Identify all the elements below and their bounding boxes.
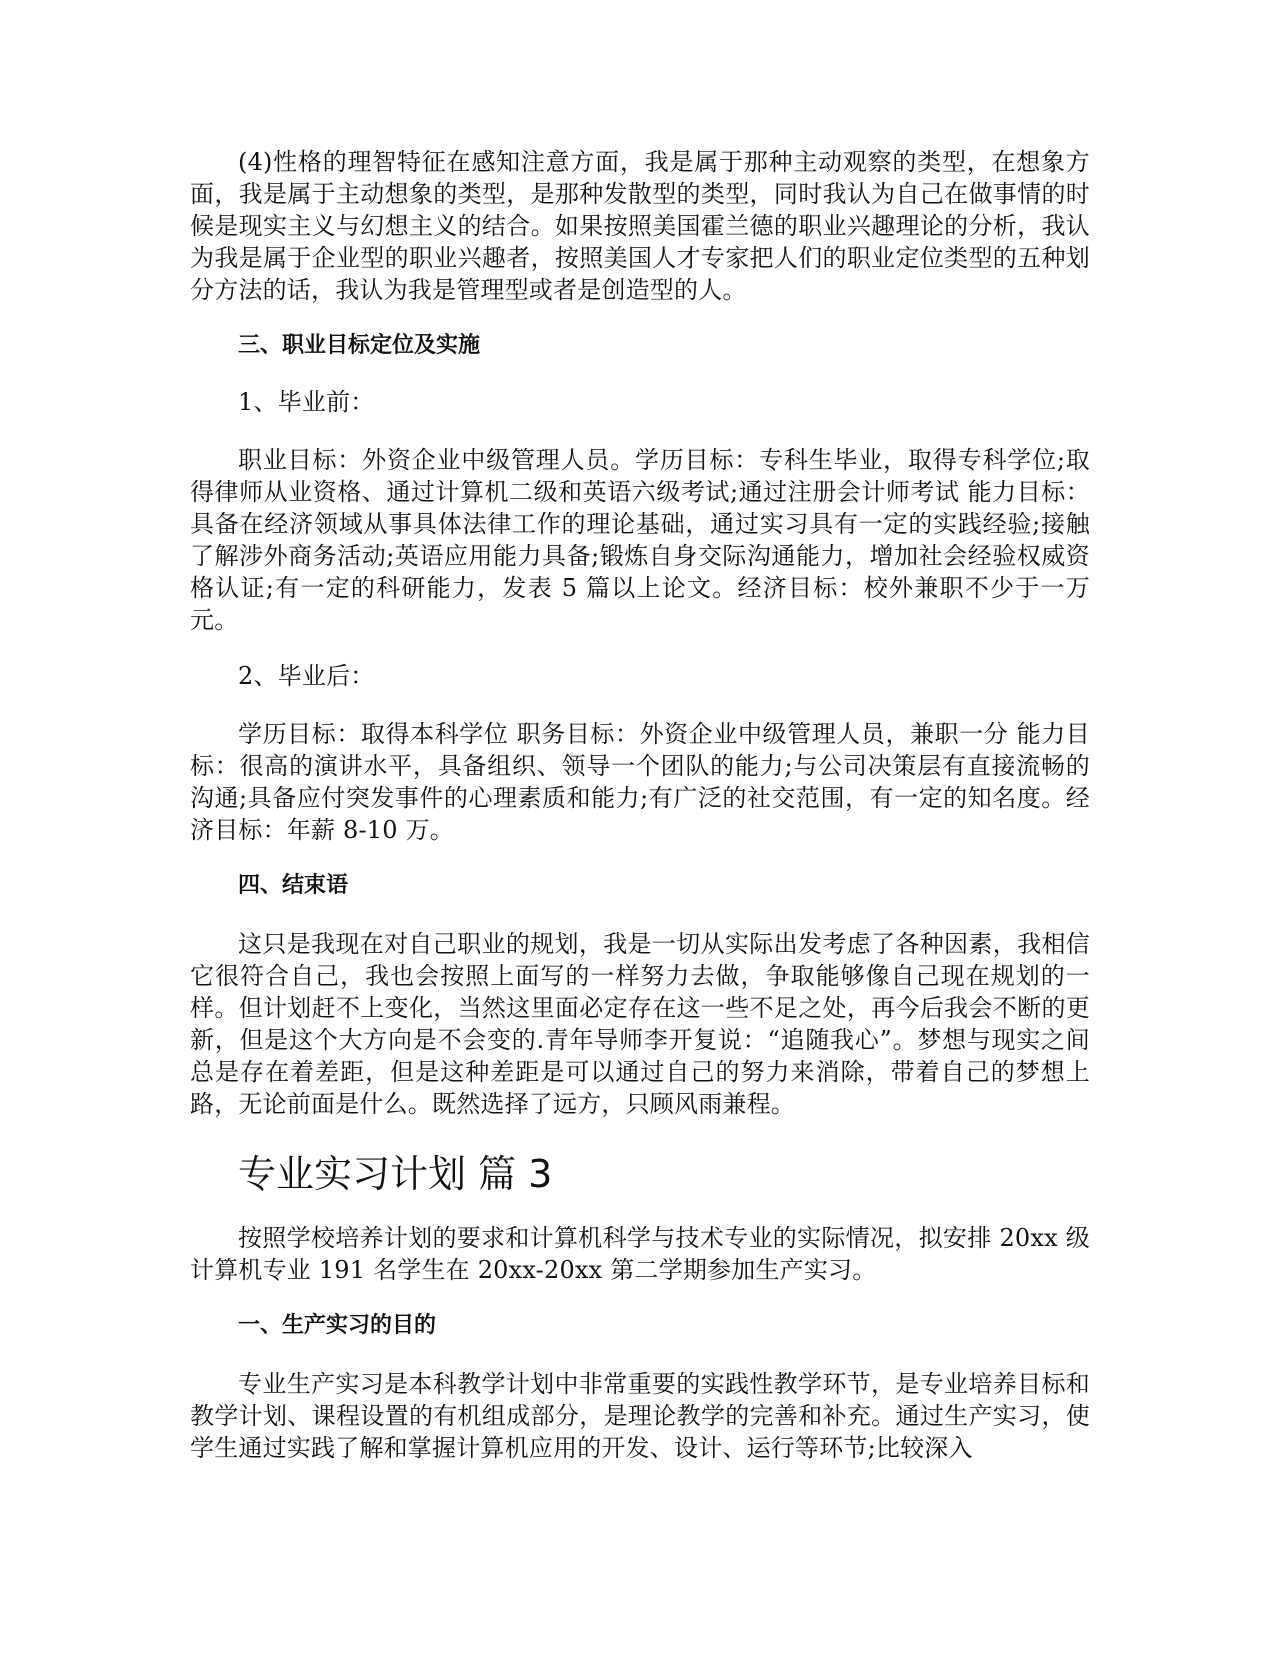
subheading-after-graduation: 2、毕业后： — [238, 662, 375, 690]
paragraph-before-graduation: 职业目标：外资企业中级管理人员。学历目标：专科生毕业，取得专科学位;取得律师从业资格、通过计算机二级和英语六级考试;通过注册会计师考试 能力目标：具备在经济领域从事具体法律工作的理论基础，通过实习具有一定的实践经验;接触了解涉外商务活动;英语应用能力具备;锻炼自身交际沟通能力，增加社会经验权威资格认证;有一定的科研能力，发表 5 篇以上论文。经济目标：校外兼职不少于一万元。 — [190, 446, 1090, 634]
paragraph-conclusion: 这只是我现在对自己职业的规划，我是一切从实际出发考虑了各种因素，我相信它很符合自己，我也会按照上面写的一样努力去做，争取能够像自己现在规划的一样。但计划赶不上变化，当然这里面必定存在这一些不足之处，再今后我会不断的更新，但是这个大方向是不会变的.青年导师李开复说：“追随我心”。梦想与现实之间总是存在着差距，但是这种差距是可以通过自己的努力来消除，带着自己的梦想上路，无论前面是什么。既然选择了远方，只顾风雨兼程。 — [190, 930, 1090, 1118]
heading-internship-purpose: 一、生产实习的目的 — [238, 1313, 437, 1338]
heading-conclusion: 四、结束语 — [238, 873, 349, 898]
document-body — [190, 146, 1090, 1464]
paragraph-intro: 按照学校培养计划的要求和计算机科学与技术专业的实际情况，拟安排 20xx 级计算机专业 191 名学生在 20xx-20xx 第二学期参加生产实习。 — [190, 1224, 1090, 1284]
section-title: 专业实习计划 篇 3 — [238, 1152, 553, 1196]
paragraph-personality: (4)性格的理智特征在感知注意方面，我是属于那种主动观察的类型，在想象方面，我是属于主动想象的类型，是那种发散型的类型，同时我认为自己在做事情的时候是现实主义与幻想主义的结合。如果按照美国霍兰德的职业兴趣理论的分析，我认为我是属于企业型的职业兴趣者，按照美国人才专家把人们的职业定位类型的五种划分方法的话，我认为我是管理型或者是创造型的人。 — [190, 148, 1090, 304]
paragraph-internship-purpose: 专业生产实习是本科教学计划中非常重要的实践性教学环节，是专业培养目标和教学计划、课程设置的有机组成部分，是理论教学的完善和补充。通过生产实习，使学生通过实践了解和掌握计算机应用的开发、设计、运行等环节;比较深入 — [190, 1370, 1090, 1462]
paragraph-after-graduation: 学历目标：取得本科学位 职务目标：外资企业中级管理人员，兼职一分 能力目标：很高的演讲水平，具备组织、领导一个团队的能力;与公司决策层有直接流畅的沟通;具备应付突发事件的心理素质和能力;有广泛的社交范围，有一定的知名度。经济目标：年薪 8-10 万。 — [190, 720, 1090, 844]
heading-career-goals: 三、职业目标定位及实施 — [238, 333, 481, 358]
subheading-before-graduation: 1、毕业前： — [238, 388, 375, 416]
